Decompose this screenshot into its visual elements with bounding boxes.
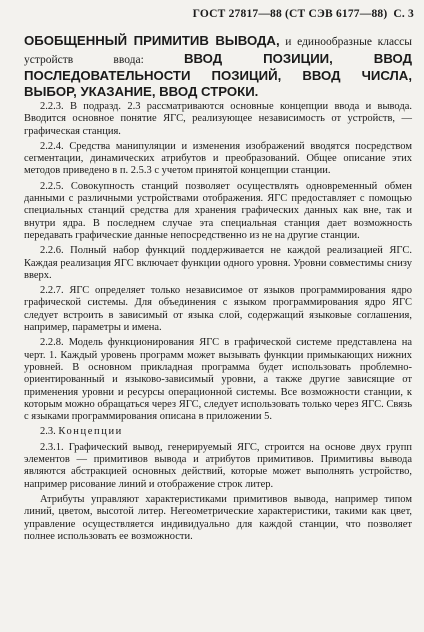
subsection-2-3-heading [24,426,412,438]
standard-designation: ГОСТ 27817—88 (СТ СЭВ 6177—88) [192,8,388,20]
paragraph-2-2-3: 2.2.3. В подразд. 2.3 рассматриваются основные концепции ввода и вывода. Вводится основное понятие ЯГС, реализующее независимость от устройств, — графическая станция. [24,101,412,137]
heading-bold-part-1: ОБОБЩЕННЫЙ ПРИМИТИВ ВЫВОДА, [24,33,280,48]
subsection-title: Концепции [58,426,123,438]
page-header [193,8,414,20]
paragraph-attributes: Атрибуты управляют характеристиками примитивов вывода, например типом линий, цветом, высотой литер. Негеометрические характеристики, такими как цвет, управление осуществляется индивидуально для каждой станции, что позволяет полнее использовать ее возможности. [24,493,412,542]
paragraph-2-2-4: 2.2.4. Средства манипуляции и изменения изображений вводятся посредством сегментации, динамических атрибутов и преобразований. Общее описание этих методов приведено в п. 2.5.3 с учетом принятой концепции станции. [24,140,412,177]
heading-normal-part: и единообразные классы устройств ввода: [24,36,412,66]
paragraph-2-3-1: 2.3.1. Графический вывод, генерируемый ЯГС, строится на основе двух групп элементов — примитивов вывода и атрибутов примитивов. Примитивы вывода являются абстракцией основных действий, которые может выполнять устройство, например рисование линий и отображение строк литер. [24,441,412,490]
page-number: С. 3 [393,8,414,20]
heading-bold-part-2: ВВОД ПОЗИЦИИ, ВВОД ПОСЛЕДОВАТЕЛЬНОСТИ ПОЗИЦИЙ, ВВОД ЧИСЛА, ВЫБОР, УКАЗАНИЕ, ВВОД СТРОКИ. [24,50,412,99]
section-heading [24,33,412,99]
paragraph-2-2-5: 2.2.5. Совокупность станций позволяет осуществлять одновременный обмен данными с различными устройствами отображения. ЯГС предоставляет с помощью специальных станций средства для хранения графических данных как вне, так и внутри ядра. В последнем случае эта специальная станция дает возможность передавать графические данные непосредственно из не на другие станции. [24,180,412,241]
paragraph-2-2-6: 2.2.6. Полный набор функций поддерживается не каждой реализацией ЯГС. Каждая реализация ЯГС включает функции одного уровня. Уровни совместимы снизу вверх. [24,245,412,281]
paragraph-2-2-7: 2.2.7. ЯГС определяет только независимое от языков программирования ядро графической системы. Для объединения с языком программирования ядро ЯГС следует встроить в зависимый от языка слой, содержащий языковые соглашения, например, параметры и имена. [24,285,412,334]
document-body [24,33,412,543]
paragraph-2-2-8: 2.2.8. Модель функционирования ЯГС в графической системе представлена на черт. 1. Каждый уровень программ может вызывать функции примыкающих нижних уровней. В основном прикладная программа будет использовать проблемно-ориентированный и языково-зависимый уровни, а также другие зависящие от применения уровни и ресурсы операционной системы. Все возможности станции, к которым можно обращаться через ЯГС, следует использовать только через ЯГС. Связь с языками программирования описана в приложении 5. [24,337,412,423]
subsection-number: 2.3. [40,426,59,438]
